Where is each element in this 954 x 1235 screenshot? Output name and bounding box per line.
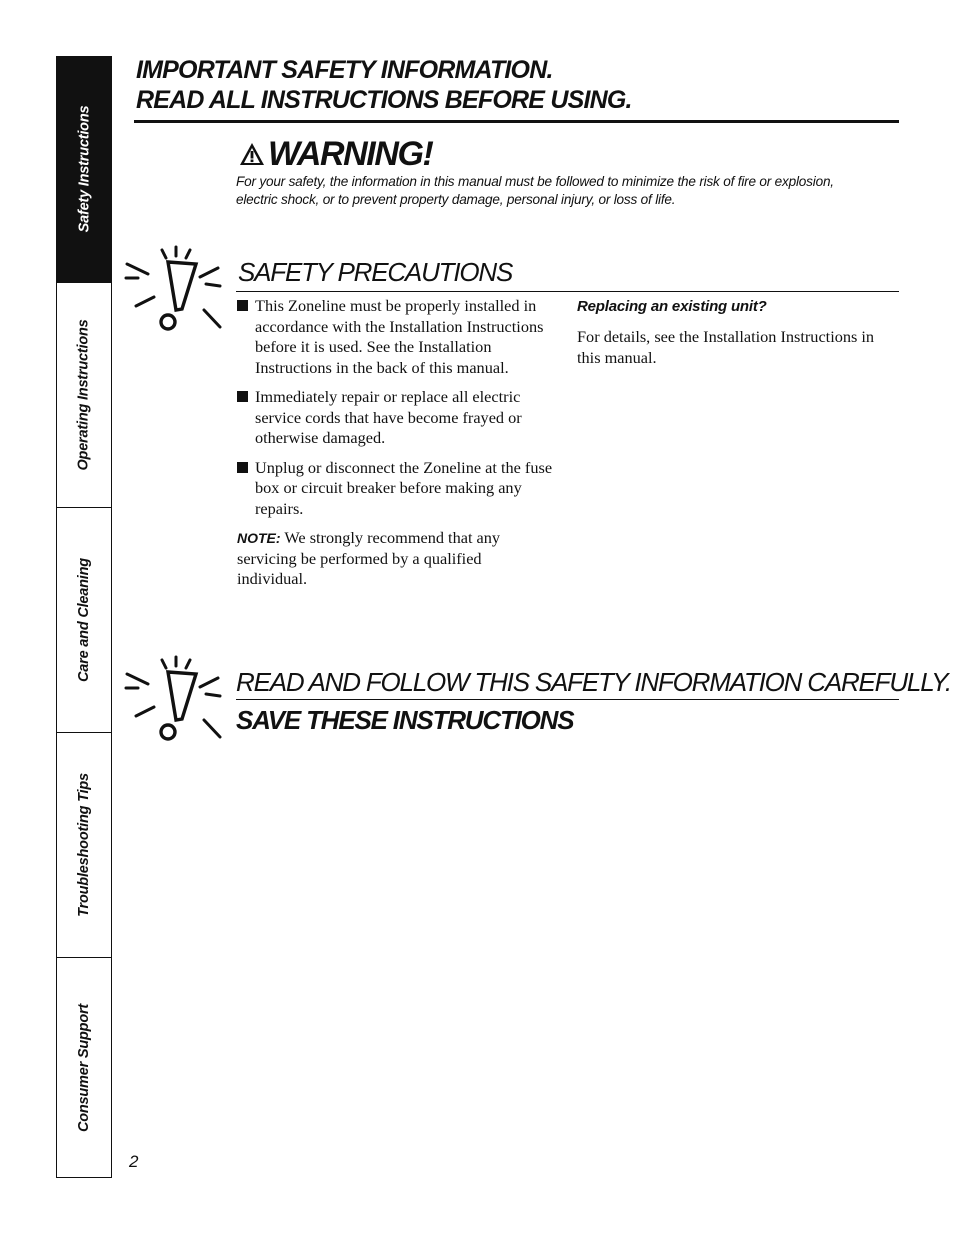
tab-troubleshooting-tips[interactable] (57, 732, 111, 957)
tab-label: Troubleshooting Tips (76, 773, 92, 917)
note-text: We strongly recommend that any servicing be performed by a qualified individual. (237, 528, 501, 588)
section-divider (236, 291, 899, 292)
note-label: NOTE: (237, 530, 281, 546)
closing-line-2: SAVE THESE INSTRUCTIONS (236, 705, 574, 735)
header-divider (134, 120, 899, 123)
list-item (237, 296, 555, 378)
section-title-safety-precautions: SAFETY PRECAUTIONS (238, 257, 513, 287)
page-title (136, 55, 899, 115)
warning-title: WARNING! (268, 135, 433, 173)
bullet-square-icon (237, 300, 248, 311)
list-item-text: This Zoneline must be properly installed in accordance with the Installation Instructions before it is used. See the Installation Instructions in the back of this manual. (255, 296, 544, 377)
list-item-text: Immediately repair or replace all electric service cords that have become frayed or otherwise damaged. (255, 387, 522, 447)
precautions-list (237, 296, 555, 590)
section-divider (236, 699, 899, 700)
bullet-square-icon (237, 462, 248, 473)
list-item (237, 458, 555, 520)
tab-label: Safety Instructions (76, 105, 93, 233)
section-tabs (56, 56, 112, 1178)
warning-triangle-icon (239, 142, 265, 166)
tab-care-and-cleaning[interactable] (57, 507, 111, 732)
tab-consumer-support[interactable] (57, 957, 111, 1177)
replacement-info (577, 297, 877, 368)
warning-text: For your safety, the information in this manual must be followed to minimize the risk of fire or explosion, electric shock, or to prevent property damage, personal injury, or loss of life. (236, 174, 834, 207)
list-item-text: Unplug or disconnect the Zoneline at the fuse box or circuit breaker before making any repairs. (255, 457, 553, 518)
list-item (237, 387, 555, 449)
warning-heading (239, 134, 432, 174)
replace-text: For details, see the Installation Instructions in this manual. (577, 327, 875, 367)
replace-heading: Replacing an existing unit? (577, 298, 767, 315)
closing-line-1: READ AND FOLLOW THIS SAFETY INFORMATION CAREFULLY. (236, 667, 951, 697)
tab-label: Care and Cleaning (76, 558, 93, 682)
note-paragraph (237, 528, 555, 590)
tab-safety-instructions[interactable] (57, 56, 111, 282)
page-number: 2 (129, 1152, 139, 1171)
exclamation-burst-icon (124, 654, 224, 746)
tab-operating-instructions[interactable] (57, 282, 111, 507)
bullet-square-icon (237, 391, 248, 402)
exclamation-burst-icon (124, 244, 224, 336)
tab-label: Consumer Support (76, 1003, 93, 1132)
tab-label: Operating Instructions (76, 319, 92, 471)
page-title-line-2: READ ALL INSTRUCTIONS BEFORE USING. (136, 86, 632, 114)
page-title-line-1: IMPORTANT SAFETY INFORMATION. (136, 56, 553, 84)
